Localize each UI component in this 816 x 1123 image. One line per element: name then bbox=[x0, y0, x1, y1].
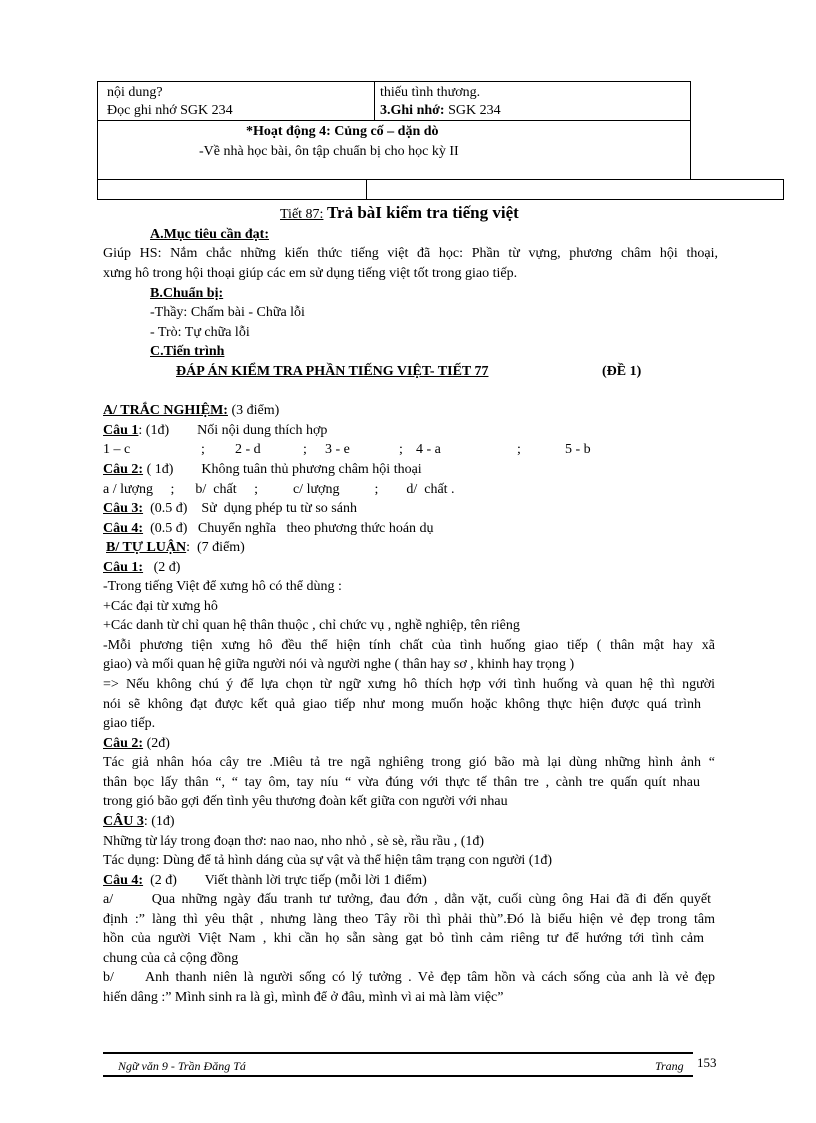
essay-line: +Các đại từ xưng hô bbox=[103, 599, 218, 614]
essay-line: chung của cả cộng đồng bbox=[103, 951, 239, 966]
table-row-divider bbox=[97, 120, 690, 121]
question-text: (2 đ) Viết thành lời trực tiếp (mỗi lời 1 điểm) bbox=[143, 873, 427, 888]
question bbox=[103, 422, 327, 440]
essay-line: +Các danh từ chỉ quan hệ thân thuộc , chỉ chức vụ , nghề nghiệp, tên riêng bbox=[103, 618, 520, 633]
section-b-item: - Trò: Tự chữa lỗi bbox=[150, 325, 250, 340]
section-b-item: -Thầy: Chấm bài - Chữa lỗi bbox=[150, 305, 305, 320]
section-a-line: xưng hô trong hội thoại giúp các em sử dụng tiếng việt tốt trong giao tiếp. bbox=[103, 266, 518, 281]
ghi-nho-text: SGK 234 bbox=[444, 103, 501, 118]
answer-key-code: (ĐỀ 1) bbox=[602, 364, 642, 379]
section-b-label-text: B.Chuẩn bị: bbox=[150, 286, 224, 301]
activity-title: *Hoạt động 4: Củng cố – dặn dò bbox=[246, 124, 439, 139]
essay-line: a/ Qua những ngày đấu tranh tư tưởng, đau đớn , dằn vặt, cuối cùng ông Hai đã đi đến quyết bbox=[103, 892, 711, 907]
section-a-line: Giúp HS: Nắm chắc những kiến thức tiếng việt đã học: Phần từ vựng, phương châm hội thoại, bbox=[103, 246, 718, 261]
essay-line: b/ Anh thanh niên là người sống có lý tưởng . Vẻ đẹp tâm hồn và cách sống của anh là vẻ đẹp bbox=[103, 970, 715, 985]
essay-line: giao tiếp. bbox=[103, 716, 156, 731]
page-number: 153 bbox=[697, 1055, 717, 1070]
section-a-label: A.Mục tiêu cần đạt: bbox=[150, 227, 269, 242]
question-text: : (1đ) Nối nội dung thích hợp bbox=[138, 423, 328, 438]
answer-sep: ; bbox=[517, 442, 521, 457]
question-label: Câu 2: bbox=[103, 736, 144, 751]
answer-sep: ; bbox=[303, 442, 307, 457]
answer-sep: ; bbox=[201, 442, 205, 457]
table-border-right-upper bbox=[690, 81, 691, 180]
essay-line: -Mỗi phương tiện xưng hô đều thể hiện tính chất của tình huống giao tiếp ( thân mật hay xã bbox=[103, 638, 715, 653]
essay-line: Tác dụng: Dùng để tả hình dáng của sự vật và thể hiện tâm trạng con người (1đ) bbox=[103, 853, 553, 868]
essay-line: nói sẽ không đạt được kết quả giao tiếp như mong muốn hoặc không thực hiện được quá trình bbox=[103, 697, 701, 712]
table-row-divider-2 bbox=[97, 179, 783, 180]
essay-line: giao) và mối quan hệ giữa người nói và người nghe ( thân hay sơ , khinh hay trọng ) bbox=[103, 657, 575, 672]
essay-line: thân bọc lấy thân “, “ tay ôm, tay níu “ vừa đúng với thực tế thân tre , cành tre quấn quít nhau bbox=[103, 775, 700, 790]
footer-right: Trang bbox=[655, 1059, 684, 1073]
question bbox=[103, 461, 422, 479]
section-c-label: C.Tiến trình bbox=[150, 344, 225, 359]
lesson-title: Trả bàI kiểm tra tiếng việt bbox=[326, 203, 519, 222]
essay-line: hiến dâng :” Mình sinh ra là gì, mình để ở đâu, mình vì ai mà làm việc” bbox=[103, 990, 504, 1005]
table-border-left bbox=[97, 81, 98, 200]
question bbox=[103, 500, 357, 518]
question-label: Câu 2: bbox=[103, 462, 144, 477]
table-col-divider bbox=[374, 81, 375, 121]
lesson-number: Tiết 87: bbox=[280, 207, 324, 222]
table-cell-text bbox=[380, 102, 501, 120]
question bbox=[103, 872, 427, 890]
question bbox=[103, 520, 434, 538]
answer-item: 2 - d bbox=[235, 442, 261, 457]
question-text: (2 đ) bbox=[143, 560, 181, 575]
answer-item: 5 - b bbox=[565, 442, 591, 457]
question bbox=[103, 813, 175, 831]
essay-line: trong gió bão gợi đến tình yêu thương đoàn kết giữa con người với nhau bbox=[103, 794, 508, 809]
q2-answers: a / lượng ; b/ chất ; c/ lượng ; d/ chất . bbox=[103, 482, 455, 497]
essay-line: -Trong tiếng Việt để xưng hô có thể dùng : bbox=[103, 579, 342, 594]
question-text: : (1đ) bbox=[143, 814, 175, 829]
question-label: Câu 3: bbox=[103, 501, 144, 516]
answer-item: 3 - e bbox=[325, 442, 350, 457]
ghi-nho-label: 3.Ghi nhớ: bbox=[380, 103, 445, 118]
part-b-points: : (7 điểm) bbox=[186, 540, 245, 555]
question-text: (0.5 đ) Chuyển nghĩa theo phương thức hoán dụ bbox=[143, 521, 434, 536]
footer-left: Ngữ văn 9 - Trần Đăng Tá bbox=[118, 1059, 246, 1073]
question-label: Câu 1 bbox=[103, 423, 139, 438]
question bbox=[103, 735, 170, 753]
part-b-heading bbox=[106, 539, 245, 557]
table-border-bottom bbox=[97, 199, 783, 200]
table-cell-text: thiếu tình thương. bbox=[380, 85, 481, 100]
table-border-right-lower bbox=[783, 179, 784, 200]
part-a-label: A/ TRẮC NGHIỆM: bbox=[103, 403, 228, 418]
question-label: Câu 4: bbox=[103, 521, 144, 536]
part-a-heading bbox=[103, 402, 279, 420]
essay-line: hồn của người Việt Nam , khi cần họ sẵn sàng gạt bỏ tình cảm riêng tư để hướng tới tình cảm bbox=[103, 931, 704, 946]
answer-item: 1 – c bbox=[103, 442, 131, 457]
question-text: (0.5 đ) Sử dụng phép tu từ so sánh bbox=[143, 501, 357, 516]
table-col-divider-2 bbox=[366, 179, 367, 200]
question-label: Câu 1: bbox=[103, 560, 144, 575]
table-cell-text: nội dung? bbox=[107, 85, 163, 100]
part-b-label: B/ TỰ LUẬN bbox=[106, 540, 187, 555]
question-label: CÂU 3 bbox=[103, 814, 144, 829]
answer-sep: ; bbox=[399, 442, 403, 457]
table-cell-text: Đọc ghi nhớ SGK 234 bbox=[107, 103, 233, 118]
footer-rule bbox=[103, 1052, 693, 1054]
essay-line: định :” làng thì yêu thật , nhưng làng theo Tây rồi thì phải thù”.Đó là biểu hiện vẻ đẹp trong tâm bbox=[103, 912, 715, 927]
question bbox=[103, 559, 180, 577]
essay-line: Những từ láy trong đoạn thơ: nao nao, nho nhỏ , sè sè, rầu rầu , (1đ) bbox=[103, 834, 485, 849]
question-text: ( 1đ) Không tuân thủ phương châm hội thoại bbox=[143, 462, 422, 477]
answer-item: 4 - a bbox=[416, 442, 441, 457]
table-border-top bbox=[97, 81, 690, 82]
question-label: Câu 4: bbox=[103, 873, 144, 888]
question-text: (2đ) bbox=[143, 736, 170, 751]
answer-key-title: ĐÁP ÁN KIỂM TRA PHẦN TIẾNG VIỆT- TIẾT 77 bbox=[176, 364, 489, 379]
activity-text: -Về nhà học bài, ôn tập chuẩn bị cho học kỳ II bbox=[199, 144, 459, 159]
lesson-heading bbox=[280, 203, 519, 223]
essay-line: => Nếu không chú ý để lựa chọn từ ngữ xưng hô thích hợp với tình huống và quan hệ thì người bbox=[103, 677, 715, 692]
part-a-points: (3 điểm) bbox=[227, 403, 280, 418]
section-b-label bbox=[150, 285, 223, 303]
footer-rule-bottom bbox=[103, 1075, 693, 1077]
essay-line: Tác giả nhân hóa cây tre .Miêu tả tre ngã nghiêng trong gió bão mà lại dùng những hình ảnh “ bbox=[103, 755, 715, 770]
